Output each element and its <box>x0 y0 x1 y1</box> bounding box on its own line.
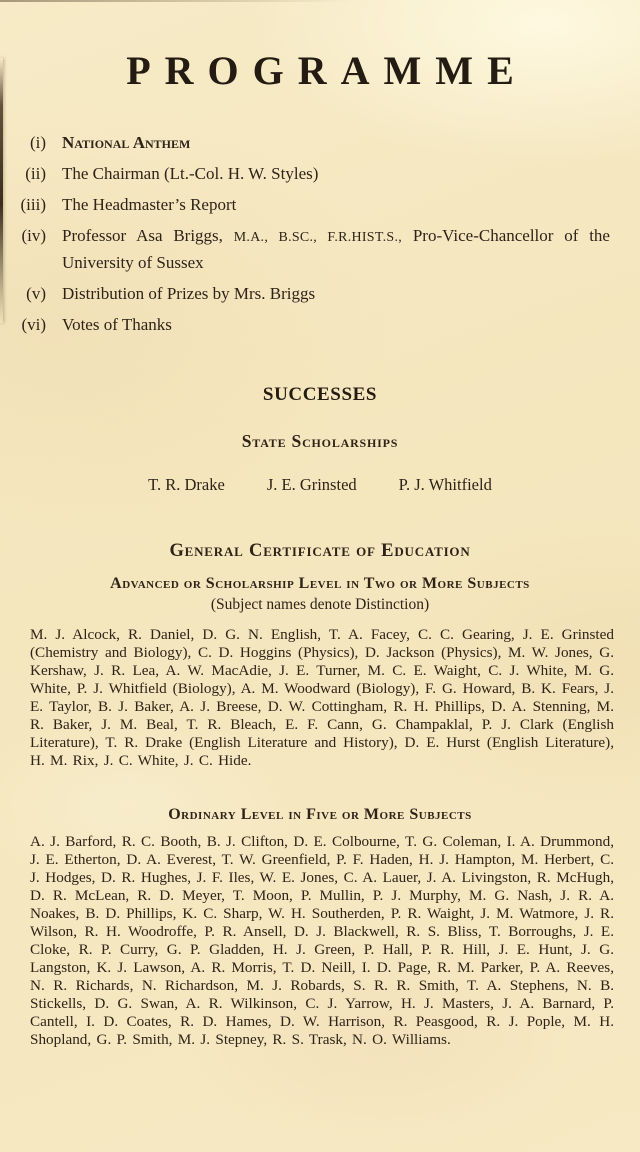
item-number: (vi) <box>21 315 46 334</box>
item-text-votes-of-thanks: Votes of Thanks <box>62 315 172 334</box>
item-number: (ii) <box>25 164 46 183</box>
programme-item-iv <box>0 223 640 275</box>
item-number: (iv) <box>21 226 46 245</box>
ordinary-level-names-paragraph: A. J. Barford, R. C. Booth, B. J. Clifton, D. E. Colbourne, T. G. Coleman, I. A. Drummond, J. E. Etherton, D. A. Everest, T. W. Greenfield, P. F. Haden, H. J. Hampton, M. Herbert, C. J. Hodges, D. R. Hughes, J. F. Iles, W. E. Jones, C. A. Lauer, J. A. Livingston, R. McHugh, D. R. McLean, R. D. Meyer, T. Moon, P. Mullin, P. J. Murphy, M. G. Nash, J. R. A. Noakes, B. D. Phillips, K. C. Sharp, W. H. Southerden, P. R. Waight, J. M. Watmore, J. R. Wilson, R. H. Woodroffe, P. R. Ansell, D. J. Blackwell, R. S. Bliss, T. Borroughs, J. E. Cloke, R. P. Curry, G. P. Gladden, H. J. Green, P. Hall, P. R. Hill, J. E. Hunt, J. G. Langston, K. J. Lawson, A. R. Morris, T. D. Neill, I. D. Page, R. M. Parker, P. A. Reeves, N. R. Richards, N. Richardson, M. J. Robards, S. R. R. Smith, T. A. Stephens, N. B. Stickells, D. G. Swan, A. R. Wilkinson, C. J. Yarrow, H. J. Masters, J. A. Barnard, P. Cantell, I. D. Coates, R. D. Hames, D. W. Harrison, R. Peasgood, R. J. Pople, M. H. Shopland, G. P. Smith, M. J. Stepney, R. S. Trask, N. O. Williams. <box>30 833 614 1048</box>
programme-list <box>0 130 640 337</box>
programme-item-ii <box>0 161 640 186</box>
speaker-role: Pro-Vice-Chancellor of the University of Sussex <box>62 226 610 272</box>
page-title: PROGRAMME <box>126 48 528 93</box>
state-scholars-list <box>0 475 640 495</box>
state-scholarships-heading: State Scholarships <box>241 431 399 451</box>
scholar-name: J. E. Grinsted <box>266 475 357 494</box>
advanced-level-heading: Advanced or Scholarship Level in Two or More Subjects <box>110 575 530 592</box>
scholar-name: P. J. Whitfield <box>398 475 492 494</box>
item-text-chairman: The Chairman (Lt.-Col. H. W. Styles) <box>62 164 319 183</box>
gce-heading: General Certificate of Education <box>169 541 471 561</box>
programme-item-vi <box>0 312 640 337</box>
distinction-note: (Subject names denote Distinction) <box>210 596 430 613</box>
item-text-national-anthem: National Anthem <box>62 133 191 152</box>
programme-item-v <box>0 281 640 306</box>
advanced-level-names-paragraph: M. J. Alcock, R. Daniel, D. G. N. English, T. A. Facey, C. C. Gearing, J. E. Grinsted (Chemistry and Biology), C. D. Hoggins (Physics), D. Jackson (Physics), M. W. Jones, G. Kershaw, J. R. Lea, A. W. MacAdie, J. E. Turner, M. C. E. Waight, C. J. White, M. G. White, P. J. Whitfield (Biology), A. M. Woodward (Biology), F. G. Howard, B. K. Fears, J. E. Taylor, B. J. Baker, A. J. Breese, D. W. Cottingham, R. H. Phillips, D. A. Stenning, M. R. Baker, J. M. Beal, T. R. Bleach, E. F. Cann, G. Champaklal, P. J. Clark (English Literature), T. R. Drake (English Literature and History), D. E. Hurst (English Literature), H. M. Rix, J. C. White, J. C. Hide. <box>30 626 614 769</box>
scholar-name: T. R. Drake <box>148 475 225 494</box>
programme-item-iii <box>0 192 640 217</box>
item-number: (v) <box>26 284 46 303</box>
scan-edge-left-shadow <box>0 58 3 323</box>
scan-edge-top-shadow <box>0 0 352 2</box>
successes-heading: SUCCESSES <box>262 384 378 405</box>
item-text-headmasters-report: The Headmaster’s Report <box>62 195 237 214</box>
ordinary-level-heading: Ordinary Level in Five or More Subjects <box>168 806 472 823</box>
speaker-credentials: M.A., B.SC., F.R.HIST.S., <box>233 230 403 245</box>
item-number: (i) <box>29 133 46 152</box>
speaker-name: Professor Asa Briggs, <box>62 226 234 245</box>
programme-item-i <box>0 130 640 155</box>
item-text-professor-briggs <box>62 223 640 275</box>
item-number: (iii) <box>20 195 46 214</box>
item-text-distribution-of-prizes: Distribution of Prizes by Mrs. Briggs <box>62 284 316 303</box>
